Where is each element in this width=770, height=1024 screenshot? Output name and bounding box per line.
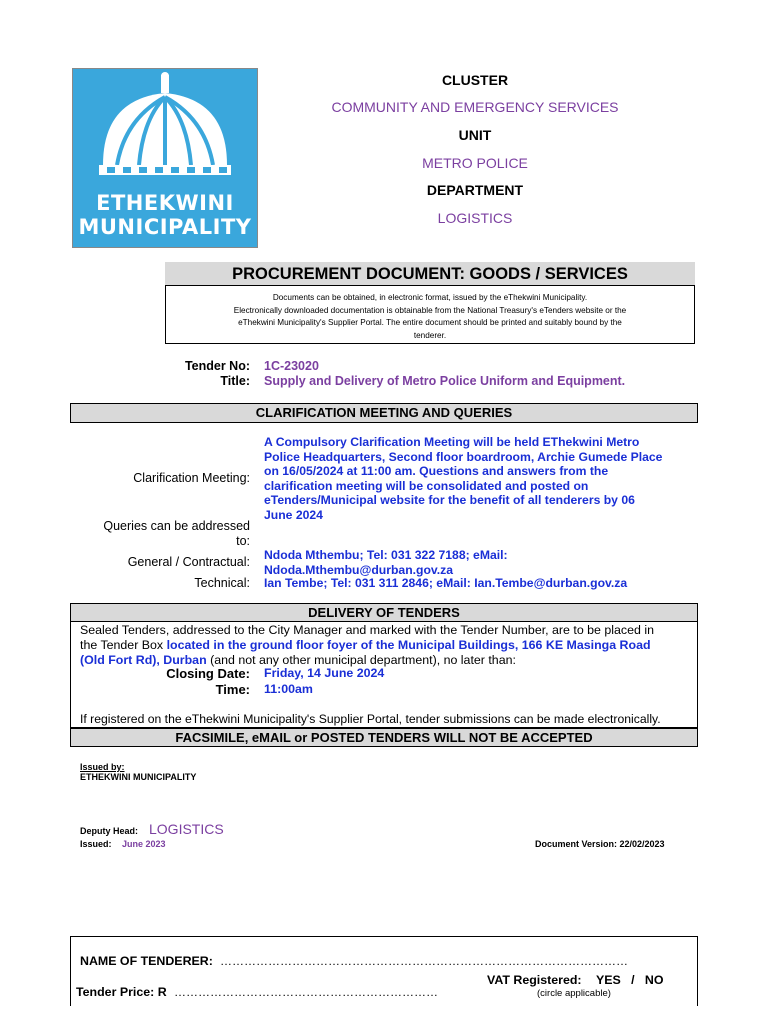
logo-wordmark-line1: ETHEKWINI xyxy=(96,191,234,215)
clarification-heading: CLARIFICATION MEETING AND QUERIES xyxy=(70,403,698,423)
meeting-line: on 16/05/2024 at 11:00 am. Questions and answers from the xyxy=(264,464,609,479)
issued-by-value: ETHEKWINI MUNICIPALITY xyxy=(80,772,197,782)
queries-label: Queries can be addressed xyxy=(103,519,250,533)
tender-no-label: Tender No: xyxy=(184,359,250,373)
cluster-label: CLUSTER xyxy=(441,72,509,88)
portal-note: If registered on the eThekwini Municipality's Supplier Portal, tender submissions can be made electronically. xyxy=(80,712,661,726)
meeting-line: A Compulsory Clarification Meeting will be held EThekwini Metro xyxy=(264,435,640,449)
procurement-desc-line: tenderer. xyxy=(413,330,447,340)
procurement-desc-line: Electronically downloaded documentation is obtainable from the National Treasury's eTenders website or the xyxy=(233,305,627,315)
procurement-desc-line: Documents can be obtained, in electronic format, issued by the eThekwini Municipality. xyxy=(272,293,588,302)
department-value: LOGISTICS xyxy=(437,210,513,226)
vat-note: (circle applicable) xyxy=(537,988,611,999)
tender-price-field[interactable]: ………………………………………………………… xyxy=(174,985,438,999)
closing-date-value: Friday, 14 June 2024 xyxy=(264,666,385,680)
general-contact-email[interactable]: Ndoda.Mthembu@durban.gov.za xyxy=(264,563,454,577)
clarification-meeting-label: Clarification Meeting: xyxy=(133,471,250,485)
queries-label-to: to: xyxy=(236,534,250,548)
fax-notice: FACSIMILE, eMAIL or POSTED TENDERS WILL NOT BE ACCEPTED xyxy=(70,728,698,747)
delivery-line2-plain: the Tender Box xyxy=(80,638,167,652)
delivery-line3-location: (Old Fort Rd), Durban xyxy=(80,653,207,667)
meeting-line: clarification meeting will be consolidated and posted on xyxy=(264,478,589,493)
tender-title-value: Supply and Delivery of Metro Police Uniform and Equipment. xyxy=(264,374,626,388)
procurement-description xyxy=(170,292,690,342)
tender-title-label: Title: xyxy=(220,374,250,388)
deputy-head-value: LOGISTICS xyxy=(149,821,224,837)
document-version: Document Version: 22/02/2023 xyxy=(535,839,665,849)
delivery-line2 xyxy=(80,638,651,652)
clarification-meeting-text xyxy=(264,435,704,523)
meeting-line: June 2024 xyxy=(264,507,323,522)
tenderer-name-field[interactable]: ………………………………………………………………………………………… xyxy=(220,954,628,968)
delivery-heading: DELIVERY OF TENDERS xyxy=(70,603,698,622)
procurement-desc-line: eThekwini Municipality's Supplier Portal. The entire document should be printed and suitably bound by the xyxy=(238,318,622,327)
issued-by-label: Issued by: xyxy=(80,762,125,772)
technical-label: Technical: xyxy=(194,576,250,590)
unit-value: METRO POLICE xyxy=(422,155,528,171)
department-label: DEPARTMENT xyxy=(426,182,524,198)
vat-registered-label: VAT Registered: xyxy=(487,973,582,987)
ethekwini-logo xyxy=(72,68,258,248)
cluster-value: COMMUNITY AND EMERGENCY SERVICES xyxy=(331,99,619,115)
general-contact-line1: Ndoda Mthembu; Tel: 031 322 7188; eMail: xyxy=(264,548,508,562)
tender-price-label: Tender Price: R xyxy=(76,985,167,999)
issued-date-value: June 2023 xyxy=(122,839,166,849)
issued-date-label: Issued: xyxy=(80,839,112,849)
vat-options[interactable]: YES / NO xyxy=(596,973,664,987)
delivery-line1: Sealed Tenders, addressed to the City Manager and marked with the Tender Number, are to be placed in xyxy=(80,623,654,637)
procurement-title: PROCUREMENT DOCUMENT: GOODS / SERVICES xyxy=(165,262,695,286)
delivery-line2-location: located in the ground floor foyer of the Municipal Buildings, 166 KE Masinga Road xyxy=(166,638,651,652)
meeting-line: eTenders/Municipal website for the benefit of all tenderers by 06 xyxy=(264,493,635,508)
delivery-line3-plain: (and not any other municipal department), no later than: xyxy=(206,653,516,667)
closing-time-label: Time: xyxy=(215,682,250,697)
logo-wordmark-line2: MUNICIPALITY xyxy=(78,215,252,239)
unit-label: UNIT xyxy=(458,127,492,143)
meeting-line: Police Headquarters, Second floor boardroom, Archie Gumede Place xyxy=(264,449,663,464)
closing-time-value: 11:00am xyxy=(264,682,313,696)
delivery-line3 xyxy=(80,653,516,667)
general-contractual-label: General / Contractual: xyxy=(127,555,250,569)
tenderer-name-label: NAME OF TENDERER: xyxy=(80,954,213,968)
closing-date-label: Closing Date: xyxy=(166,666,250,681)
deputy-head-label: Deputy Head: xyxy=(80,826,139,836)
technical-contact: Ian Tembe; Tel: 031 311 2846; eMail: Ian.Tembe@durban.gov.za xyxy=(264,576,628,590)
tender-no-value: 1C-23020 xyxy=(264,359,319,373)
